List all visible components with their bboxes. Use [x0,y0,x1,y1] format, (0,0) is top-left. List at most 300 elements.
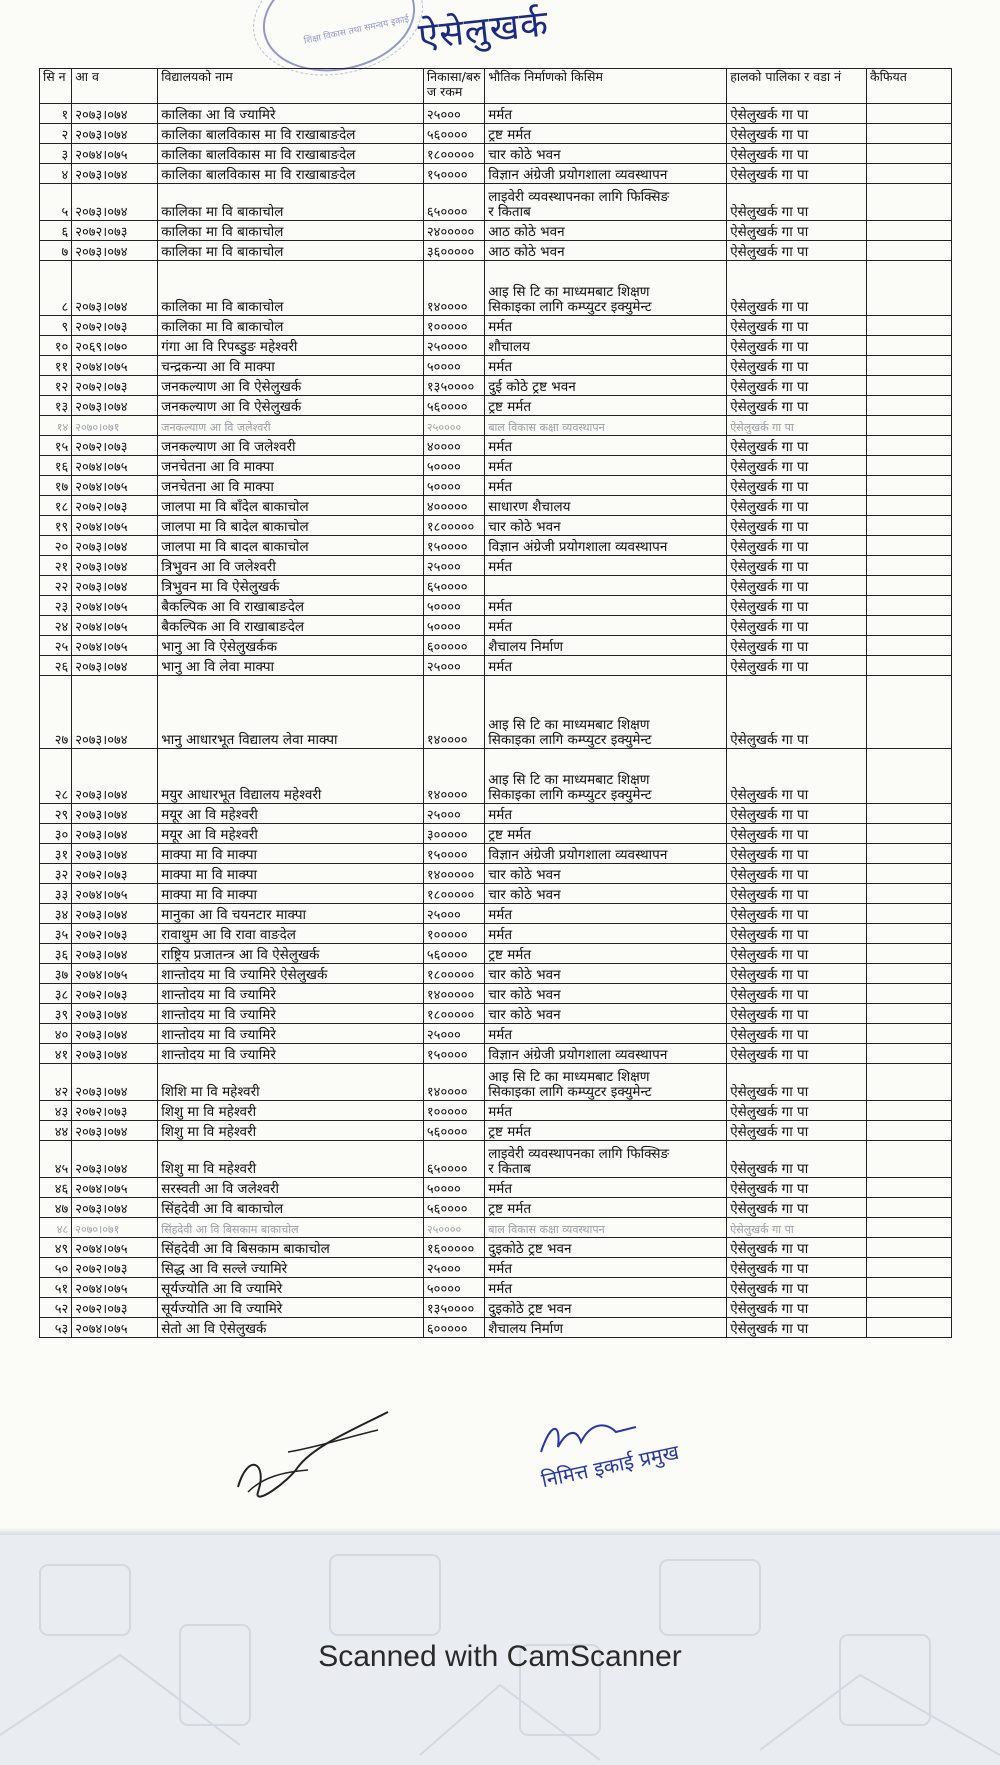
table-row [40,356,952,376]
row-remarks [866,656,951,676]
row-remarks [866,336,951,356]
row-sn: २५ [40,636,72,656]
row-year: २०७४।०७५ [72,884,158,904]
row-work-type: मर्मत [485,356,727,376]
row-amount: १८००००० [423,884,484,904]
row-remarks [866,124,951,144]
row-year: २०७४।०७५ [72,1238,158,1258]
row-remarks [866,396,951,416]
table-row [40,1318,952,1338]
row-sn: ३८ [40,984,72,1004]
row-year: २०७३।०७४ [72,1024,158,1044]
row-palika: ऐसेलुखर्क गा पा [727,1218,867,1238]
row-amount: १८००००० [423,964,484,984]
table-row [40,656,952,676]
row-school: कालिका मा वि बाकाचोल [158,184,424,221]
row-amount: १३५०००० [423,1298,484,1318]
row-remarks [866,749,951,804]
table-row [40,416,952,436]
row-sn: ४७ [40,1198,72,1218]
row-amount: १४००००० [423,864,484,884]
row-school: बैकल्पिक आ वि राखाबाङदेल [158,616,424,636]
row-amount: ६००००० [423,636,484,656]
row-palika: ऐसेलुखर्क गा पा [727,924,867,944]
row-palika: ऐसेलुखर्क गा पा [727,556,867,576]
row-remarks [866,576,951,596]
row-work-type: मर्मत [485,104,727,124]
row-amount: ५६०००० [423,944,484,964]
row-work-type: आइ सि टि का माध्यमबाट शिक्षण सिकाइका लागि कम्प्युटर इक्युमेन्ट [485,749,727,804]
row-remarks [866,1258,951,1278]
row-palika: ऐसेलुखर्क गा पा [727,124,867,144]
row-work-type: मर्मत [485,556,727,576]
row-sn: १८ [40,496,72,516]
row-school: सूर्यज्योति आ वि ज्यामिरे [158,1298,424,1318]
table-row [40,1121,952,1141]
row-amount: १४००००० [423,984,484,1004]
row-work-type: विज्ञान अंग्रेजी प्रयोगशाला व्यवस्थापन [485,536,727,556]
row-year: २०७३।०७४ [72,804,158,824]
row-amount: १४०००० [423,676,484,749]
row-school: शान्तोदय मा वि ज्यामिरे ऐसेलुखर्क [158,964,424,984]
row-remarks [866,596,951,616]
table-row [40,1218,952,1238]
row-palika: ऐसेलुखर्क गा पा [727,1044,867,1064]
table-row [40,636,952,656]
table-row [40,316,952,336]
row-sn: ५३ [40,1318,72,1338]
row-remarks [866,1121,951,1141]
row-amount: १५०००० [423,536,484,556]
row-work-type: चार कोठे भवन [485,964,727,984]
row-school: भानु आ वि ऐसेलुखर्कक [158,636,424,656]
row-school: कालिका बालविकास मा वि राखाबाङदेल [158,164,424,184]
row-sn: १ [40,104,72,124]
row-palika: ऐसेलुखर्क गा पा [727,336,867,356]
row-work-type: चार कोठे भवन [485,864,727,884]
row-work-type: दुइकोठे ट्रष्ट भवन [485,1298,727,1318]
row-remarks [866,616,951,636]
table-row [40,824,952,844]
row-year: २०७४।०७५ [72,356,158,376]
row-remarks [866,316,951,336]
row-remarks [866,144,951,164]
row-remarks [866,164,951,184]
row-amount: २५००० [423,1258,484,1278]
row-sn: १६ [40,456,72,476]
row-sn: ६ [40,221,72,241]
row-amount: ५०००० [423,476,484,496]
row-year: २०७३।०७४ [72,824,158,844]
row-amount: ५०००० [423,616,484,636]
row-remarks [866,1298,951,1318]
row-sn: २० [40,536,72,556]
row-amount: २५००० [423,904,484,924]
header-year: आ व [72,69,158,104]
row-work-type: मर्मत [485,436,727,456]
row-sn: ५० [40,1258,72,1278]
row-palika: ऐसेलुखर्क गा पा [727,676,867,749]
row-school: सूर्यज्योति आ वि ज्यामिरे [158,1278,424,1298]
row-year: २०७२।०७३ [72,924,158,944]
row-sn: ४९ [40,1238,72,1258]
row-amount: २५००० [423,804,484,824]
row-work-type: मर्मत [485,316,727,336]
row-school: सेतो आ वि ऐसेलुखर्क [158,1318,424,1338]
row-work-type: शैचालय निर्माण [485,636,727,656]
row-work-type: ट्रष्ट मर्मत [485,396,727,416]
table-row [40,396,952,416]
header-remarks: कैफियत [866,69,951,104]
row-remarks [866,516,951,536]
row-palika: ऐसेलुखर्क गा पा [727,144,867,164]
row-sn: ८ [40,261,72,316]
signature-left [228,1392,398,1512]
table-row [40,221,952,241]
row-year: २०७०।०७१ [72,416,158,436]
row-palika: ऐसेलुखर्क गा पा [727,1101,867,1121]
table-row [40,476,952,496]
row-year: २०७३।०७४ [72,124,158,144]
row-amount: १५०००० [423,844,484,864]
table-row [40,1004,952,1024]
row-palika: ऐसेलुखर्क गा पा [727,1318,867,1338]
row-sn: १२ [40,376,72,396]
row-remarks [866,1178,951,1198]
row-school: मानुका आ वि चयनटार माक्पा [158,904,424,924]
table-row [40,749,952,804]
table-row [40,1101,952,1121]
row-work-type: आइ सि टि का माध्यमबाट शिक्षण सिकाइका लागि कम्प्युटर इक्युमेन्ट [485,261,727,316]
row-palika: ऐसेलुखर्क गा पा [727,616,867,636]
row-year: २०७३।०७४ [72,1004,158,1024]
row-year: २०७४।०७५ [72,1178,158,1198]
row-amount: ५६०००० [423,1198,484,1218]
header-palika: हालको पालिका र वडा नं [727,69,867,104]
row-work-type: मर्मत [485,456,727,476]
row-work-type: आइ सि टि का माध्यमबाट शिक्षण सिकाइका लागि कम्प्युटर इक्युमेन्ट [485,676,727,749]
row-palika: ऐसेलुखर्क गा पा [727,864,867,884]
row-year: २०७२।०७३ [72,1101,158,1121]
row-remarks [866,1238,951,1258]
row-work-type: बाल विकास कक्षा व्यवस्थापन [485,416,727,436]
row-work-type: दुइकोठे ट्रष्ट भवन [485,1238,727,1258]
row-palika: ऐसेलुखर्क गा पा [727,884,867,904]
row-amount: १५०००० [423,1044,484,1064]
row-sn: २७ [40,676,72,749]
row-remarks [866,416,951,436]
row-palika: ऐसेलुखर्क गा पा [727,576,867,596]
row-sn: ५१ [40,1278,72,1298]
table-row [40,1298,952,1318]
row-year: २०७४।०७५ [72,456,158,476]
row-school: जनकल्याण आ वि ऐसेलुखर्क [158,396,424,416]
row-remarks [866,184,951,221]
row-remarks [866,476,951,496]
row-school: शान्तोदय मा वि ज्यामिरे [158,1004,424,1024]
row-palika: ऐसेलुखर्क गा पा [727,1178,867,1198]
row-sn: ३४ [40,904,72,924]
row-palika: ऐसेलुखर्क गा पा [727,1024,867,1044]
row-school: भानु आधारभूत विद्यालय लेवा माक्पा [158,676,424,749]
row-remarks [866,261,951,316]
row-school: त्रिभुवन मा वि ऐसेलुखर्क [158,576,424,596]
row-sn: २ [40,124,72,144]
row-sn: ३ [40,144,72,164]
row-remarks [866,376,951,396]
header-school: विद्यालयको नाम [158,69,424,104]
row-work-type: आठ कोठे भवन [485,221,727,241]
row-sn: ३७ [40,964,72,984]
row-amount: ३६००००० [423,241,484,261]
row-amount: ४०००० [423,436,484,456]
row-palika: ऐसेलुखर्क गा पा [727,1278,867,1298]
table-row [40,616,952,636]
row-remarks [866,844,951,864]
row-work-type: चार कोठे भवन [485,144,727,164]
row-work-type: मर्मत [485,616,727,636]
table-row [40,376,952,396]
header-amount: निकासा/बरु ज रकम [423,69,484,104]
row-palika: ऐसेलुखर्क गा पा [727,656,867,676]
row-sn: १७ [40,476,72,496]
row-sn: ४० [40,1024,72,1044]
row-palika: ऐसेलुखर्क गा पा [727,184,867,221]
row-school: मयुर आधारभूत विद्यालय महेश्वरी [158,749,424,804]
row-palika: ऐसेलुखर्क गा पा [727,396,867,416]
row-year: २०७३।०७४ [72,1198,158,1218]
row-remarks [866,904,951,924]
header-sn: सि न [40,69,72,104]
row-remarks [866,1064,951,1101]
row-remarks [866,1218,951,1238]
row-work-type: मर्मत [485,1258,727,1278]
row-sn: ४५ [40,1141,72,1178]
row-sn: २८ [40,749,72,804]
camscanner-watermark: Scanned with CamScanner [318,1640,682,1673]
row-sn: ७ [40,241,72,261]
table-row [40,984,952,1004]
row-amount: १००००० [423,924,484,944]
row-year: २०७०।०७१ [72,1218,158,1238]
row-year: २०७३।०७४ [72,241,158,261]
row-remarks [866,1198,951,1218]
row-work-type: मर्मत [485,804,727,824]
row-work-type: मर्मत [485,924,727,944]
row-year: २०७३।०७४ [72,944,158,964]
row-school: राष्ट्रिय प्रजातन्त्र आ वि ऐसेलुखर्क [158,944,424,964]
table-row [40,1024,952,1044]
row-school: जनचेतना आ वि माक्पा [158,456,424,476]
row-work-type: ट्रष्ट मर्मत [485,944,727,964]
row-palika: ऐसेलुखर्क गा पा [727,476,867,496]
row-work-type: लाइवेरी व्यवस्थापनका लागि फिक्सिङ र किताब [485,1141,727,1178]
table-row [40,844,952,864]
table-row [40,241,952,261]
row-amount: ५६०००० [423,124,484,144]
row-work-type: मर्मत [485,656,727,676]
row-remarks [866,964,951,984]
row-work-type: शौचालय [485,336,727,356]
row-year: २०७३।०७४ [72,261,158,316]
row-amount: ५०००० [423,596,484,616]
table-row [40,104,952,124]
table-row [40,1178,952,1198]
row-palika: ऐसेलुखर्क गा पा [727,241,867,261]
row-amount: २५००० [423,556,484,576]
table-row [40,536,952,556]
row-school: जनकल्याण आ वि ऐसेलुखर्क [158,376,424,396]
row-sn: ३१ [40,844,72,864]
table-row [40,904,952,924]
table-row [40,576,952,596]
row-amount: २५००० [423,104,484,124]
row-work-type: चार कोठे भवन [485,1004,727,1024]
table-row [40,261,952,316]
row-palika: ऐसेलुखर्क गा पा [727,376,867,396]
row-palika: ऐसेलुखर्क गा पा [727,904,867,924]
row-sn: ९ [40,316,72,336]
row-remarks [866,436,951,456]
row-school: माक्पा मा वि माक्पा [158,864,424,884]
row-amount: ६००००० [423,1318,484,1338]
row-remarks [866,804,951,824]
signature-label: निमित्त इकाई प्रमुख [539,1439,681,1493]
row-sn: २४ [40,616,72,636]
row-school: सरस्वती आ वि जलेश्वरी [158,1178,424,1198]
row-work-type: ट्रष्ट मर्मत [485,124,727,144]
row-palika: ऐसेलुखर्क गा पा [727,456,867,476]
table-row [40,1278,952,1298]
row-school: बैकल्पिक आ वि राखाबाङदेल [158,596,424,616]
row-amount: ६५०००० [423,1141,484,1178]
row-palika: ऐसेलुखर्क गा पा [727,749,867,804]
row-year: २०७३।०७४ [72,1121,158,1141]
row-amount: २४००००० [423,221,484,241]
row-work-type: मर्मत [485,1024,727,1044]
row-sn: ५२ [40,1298,72,1318]
row-palika: ऐसेलुखर्क गा पा [727,1298,867,1318]
row-palika: ऐसेलुखर्क गा पा [727,1141,867,1178]
row-sn: १५ [40,436,72,456]
row-palika: ऐसेलुखर्क गा पा [727,316,867,336]
row-work-type: लाइवेरी व्यवस्थापनका लागि फिक्सिङ र किताब [485,184,727,221]
row-year: २०७३।०७४ [72,676,158,749]
row-remarks [866,241,951,261]
row-remarks [866,864,951,884]
row-year: २०७२।०७३ [72,316,158,336]
row-year: २०७२।०७३ [72,376,158,396]
table-body [40,104,952,1338]
row-school: सिंहदेवी आ वि बिसकाम बाकाचोल [158,1238,424,1258]
row-work-type: मर्मत [485,904,727,924]
row-school: मयूर आ वि महेश्वरी [158,804,424,824]
row-school: कालिका मा वि बाकाचोल [158,221,424,241]
table-row [40,1238,952,1258]
row-palika: ऐसेलुखर्क गा पा [727,596,867,616]
row-work-type: मर्मत [485,1101,727,1121]
row-remarks [866,356,951,376]
row-school: शान्तोदय मा वि ज्यामिरे [158,984,424,1004]
table-row [40,144,952,164]
row-year: २०७४।०७५ [72,1278,158,1298]
row-year: २०७३।०७४ [72,844,158,864]
row-school: चन्द्रकन्या आ वि माक्पा [158,356,424,376]
row-work-type: दुई कोठे ट्रष्ट भवन [485,376,727,396]
table-row [40,336,952,356]
row-sn: २३ [40,596,72,616]
row-sn: ३० [40,824,72,844]
row-amount: ४००००० [423,496,484,516]
row-sn: ३३ [40,884,72,904]
row-year: २०७२।०७३ [72,864,158,884]
row-year: २०७३।०७४ [72,1044,158,1064]
row-remarks [866,1101,951,1121]
row-year: २०७२।०७३ [72,496,158,516]
row-amount: ५०००० [423,1178,484,1198]
row-school: कालिका आ वि ज्यामिरे [158,104,424,124]
row-sn: ४ [40,164,72,184]
row-sn: २६ [40,656,72,676]
row-sn: ४४ [40,1121,72,1141]
row-amount: २५०००० [423,336,484,356]
row-school: कालिका मा वि बाकाचोल [158,261,424,316]
row-work-type: साधारण शैचालय [485,496,727,516]
row-palika: ऐसेलुखर्क गा पा [727,964,867,984]
row-palika: ऐसेलुखर्क गा पा [727,1121,867,1141]
row-palika: ऐसेलुखर्क गा पा [727,221,867,241]
row-palika: ऐसेलुखर्क गा पा [727,164,867,184]
row-school: शिशु मा वि महेश्वरी [158,1101,424,1121]
row-amount: २५०००० [423,416,484,436]
row-sn: ३२ [40,864,72,884]
row-year: २०७३।०७४ [72,1141,158,1178]
row-palika: ऐसेलुखर्क गा पा [727,516,867,536]
row-palika: ऐसेलुखर्क गा पा [727,416,867,436]
row-school: जालपा मा वि बाँदेल बाकाचोल [158,496,424,516]
row-year: २०७३।०७४ [72,536,158,556]
row-amount: १८००००० [423,144,484,164]
row-school: सिंहदेवी आ वि बाकाचोल [158,1198,424,1218]
table-row [40,884,952,904]
row-palika: ऐसेलुखर्क गा पा [727,636,867,656]
row-year: २०७३।०७४ [72,749,158,804]
row-school: जनकल्याण आ वि जलेश्वरी [158,436,424,456]
row-palika: ऐसेलुखर्क गा पा [727,824,867,844]
row-palika: ऐसेलुखर्क गा पा [727,1198,867,1218]
row-palika: ऐसेलुखर्क गा पा [727,356,867,376]
row-amount: १४०००० [423,1064,484,1101]
row-remarks [866,1004,951,1024]
row-year: २०७४।०७५ [72,144,158,164]
table-row [40,1141,952,1178]
row-year: २०७४।०७५ [72,964,158,984]
row-school: शिशु मा वि महेश्वरी [158,1141,424,1178]
row-work-type [485,576,727,596]
header-work-type: भौतिक निर्माणको किसिम [485,69,727,104]
row-work-type: मर्मत [485,476,727,496]
row-year: २०७४।०७५ [72,616,158,636]
row-school: माक्पा मा वि माक्पा [158,844,424,864]
row-amount: १४०००० [423,749,484,804]
row-remarks [866,676,951,749]
row-year: २०७३।०७४ [72,556,158,576]
row-work-type: मर्मत [485,1178,727,1198]
row-sn: ११ [40,356,72,376]
row-amount: १००००० [423,316,484,336]
row-amount: २५००० [423,1024,484,1044]
row-school: शिशि मा वि महेश्वरी [158,1064,424,1101]
